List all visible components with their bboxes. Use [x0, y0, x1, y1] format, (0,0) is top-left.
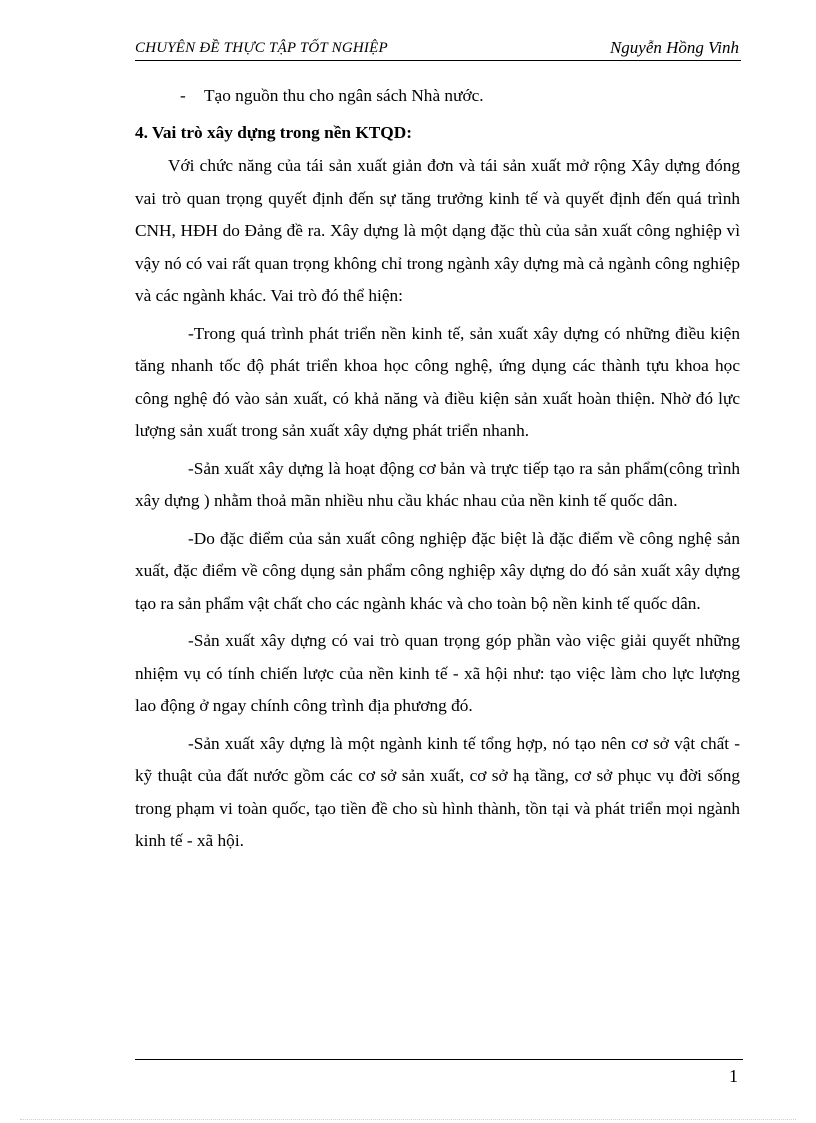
role-paragraph-3: -Do đặc điểm của sản xuất công nghiệp đặc biệt là đặc điểm về công nghệ sản xuất, đặc điểm về công dụng sản phẩm công nghiệp xây dựng do đó sản xuất xây dựng tạo ra sản phẩm vật chất cho các ngành khác và cho toàn bộ nền kinh tế quốc dân.: [135, 528, 740, 613]
section-heading: 4. Vai trò xây dựng trong nền KTQD:: [135, 122, 412, 142]
header-title: CHUYÊN ĐỀ THỰC TẬP TỐT NGHIỆP: [135, 40, 388, 56]
role-paragraph-4: -Sản xuất xây dựng có vai trò quan trọng góp phần vào việc giải quyết những nhiệm vụ có tính chiến lược của nền kinh tế - xã hội như: tạo việc làm cho lực lượng lao động ở ngay chính công trình địa phương đó.: [135, 631, 740, 715]
page-bottom-edge: [20, 1119, 796, 1120]
bullet-item: [135, 80, 740, 113]
role-paragraph-2: -Sản xuất xây dựng là hoạt động cơ bản và trực tiếp tạo ra sản phẩm(công trình xây dựng ) nhằm thoả mãn nhiều nhu cầu khác nhau của nền kinh tế quốc dân.: [135, 458, 740, 510]
intro-paragraph: Với chức năng của tái sản xuất giản đơn và tái sản xuất mở rộng Xây dựng đóng vai trò quan trọng quyết định đến sự tăng trưởng kinh tế và quyết định đến quá trình CNH, HĐH do Đảng đề ra. Xây dựng là một dạng đặc thù của sản xuất công nghiệp vì vậy nó có vai rất quan trọng không chỉ trong ngành xây dựng mà cả ngành công nghiệp và các ngành khác. Vai trò đó thể hiện:: [135, 156, 740, 305]
page-body: [135, 80, 740, 863]
bullet-dash: -: [180, 86, 186, 105]
role-paragraph-5: -Sản xuất xây dựng là một ngành kinh tế tổng hợp, nó tạo nên cơ sở vật chất - kỹ thuật của đất nước gồm các cơ sở sản xuất, cơ sở hạ tầng, cơ sở phục vụ đời sống trong phạm vi toàn quốc, tạo tiền đề cho sù hình thành, tồn tại và phát triển mọi ngành kinh tế - xã hội.: [135, 733, 740, 850]
page-header: [135, 38, 741, 61]
header-author: Nguyễn Hồng Vinh: [609, 38, 739, 57]
bullet-text: Tạo nguồn thu cho ngân sách Nhà nước.: [204, 86, 484, 105]
role-paragraph-1: -Trong quá trình phát triển nền kinh tế, sản xuất xây dựng có những điều kiện tăng nhanh tốc độ phát triển khoa học công nghệ, ứng dụng các thành tựu khoa học công nghệ đó vào sản xuất, có khả năng và điều kiện sản xuất hoàn thiện. Nhờ đó lực lượng sản xuất trong sản xuất xây dựng phát triển nhanh.: [135, 323, 740, 440]
page-number: 1: [729, 1066, 738, 1086]
footer-rule: [135, 1059, 743, 1060]
